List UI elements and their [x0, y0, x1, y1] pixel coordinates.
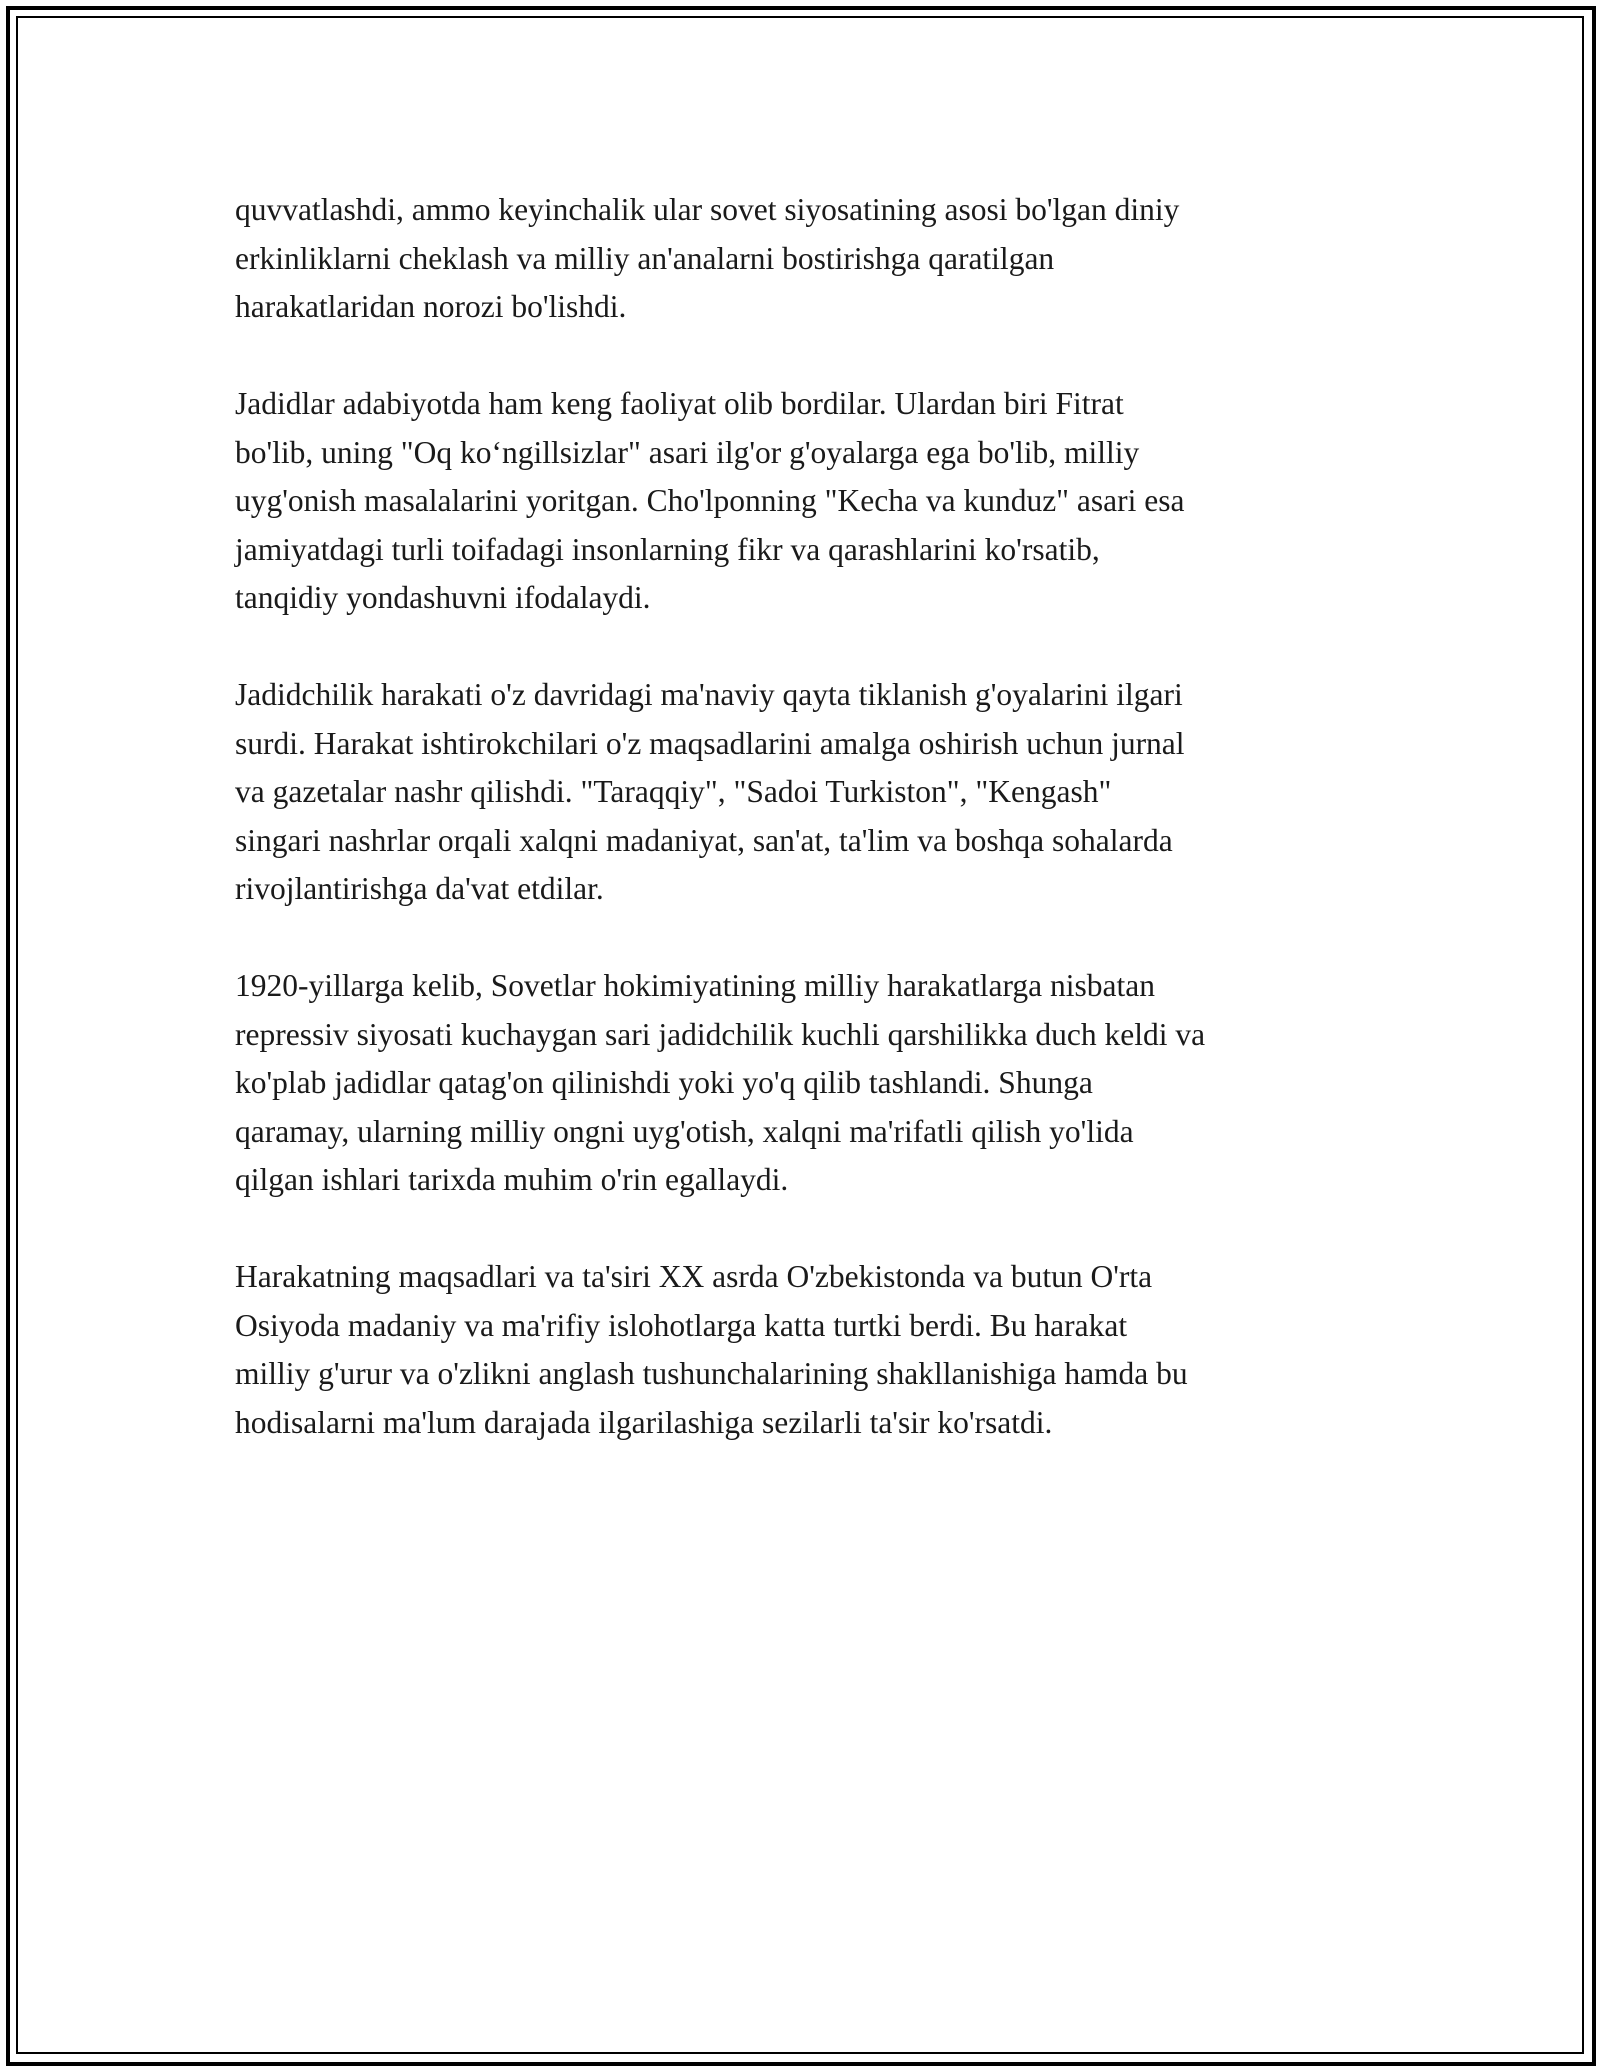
- text-line: jamiyatdagi turli toifadagi insonlarning fikr va qarashlarini ko'rsatib,: [235, 531, 1100, 567]
- paragraph-2: [235, 380, 1375, 623]
- text-line: bo'lib, uning "Oq ko‘ngillsizlar" asari ilg'or g'oyalarga ega bo'lib, milliy: [235, 434, 1140, 470]
- text-line: va gazetalar nashr qilishdi. "Taraqqiy", "Sadoi Turkiston", "Kengash": [235, 774, 1112, 809]
- text-line: quvvatlashdi, ammo keyinchalik ular sovet siyosatining asosi bo'lgan diniy: [235, 192, 1180, 227]
- text-line: 1920-yillarga kelib, Sovetlar hokimiyatining milliy harakatlarga nisbatan: [235, 968, 1156, 1003]
- paragraph-1: [235, 186, 1375, 332]
- text-line: ko'plab jadidlar qatag'on qilinishdi yoki yo'q qilib tashlandi. Shunga: [235, 1065, 1093, 1100]
- document-body: [235, 186, 1375, 1496]
- text-line: Jadidchilik harakati o'z davridagi ma'naviy qayta tiklanish g'oyalarini ilgari: [235, 677, 1183, 712]
- paragraph-3: [235, 671, 1375, 914]
- paragraph-5: [235, 1253, 1375, 1447]
- text-line: Osiyoda madaniy va ma'rifiy islohotlarga katta turtki berdi. Bu harakat: [235, 1307, 1128, 1343]
- text-line: Jadidlar adabiyotda ham keng faoliyat olib bordilar. Ulardan biri Fitrat: [235, 386, 1124, 421]
- text-line: uyg'onish masalalarini yoritgan. Cho'lponning "Kecha va kunduz" asari esa: [235, 483, 1185, 518]
- text-line: qilgan ishlari tarixda muhim o'rin egallaydi.: [235, 1162, 789, 1197]
- text-line: qaramay, ularning milliy ongni uyg'otish, xalqni ma'rifatli qilish yo'lida: [235, 1113, 1134, 1149]
- text-line: rivojlantirishga da'vat etdilar.: [235, 871, 604, 906]
- text-line: milliy g'urur va o'zlikni anglash tushunchalarining shakllanishiga hamda bu: [235, 1356, 1188, 1391]
- paragraph-4: [235, 962, 1375, 1205]
- text-line: surdi. Harakat ishtirokchilari o'z maqsadlarini amalga oshirish uchun jurnal: [235, 725, 1185, 761]
- text-line: erkinliklarni cheklash va milliy an'analarni bostirishga qaratilgan: [235, 240, 1055, 276]
- text-line: hodisalarni ma'lum darajada ilgarilashiga sezilarli ta'sir ko'rsatdi.: [235, 1404, 1053, 1440]
- text-line: harakatlaridan norozi bo'lishdi.: [235, 289, 627, 324]
- text-line: tanqidiy yondashuvni ifodalaydi.: [235, 580, 651, 615]
- text-line: Harakatning maqsadlari va ta'siri XX asrda O'zbekistonda va butun O'rta: [235, 1259, 1153, 1294]
- text-line: singari nashrlar orqali xalqni madaniyat, san'at, ta'lim va boshqa sohalarda: [235, 822, 1173, 858]
- text-line: repressiv siyosati kuchaygan sari jadidchilik kuchli qarshilikka duch keldi va: [235, 1016, 1206, 1052]
